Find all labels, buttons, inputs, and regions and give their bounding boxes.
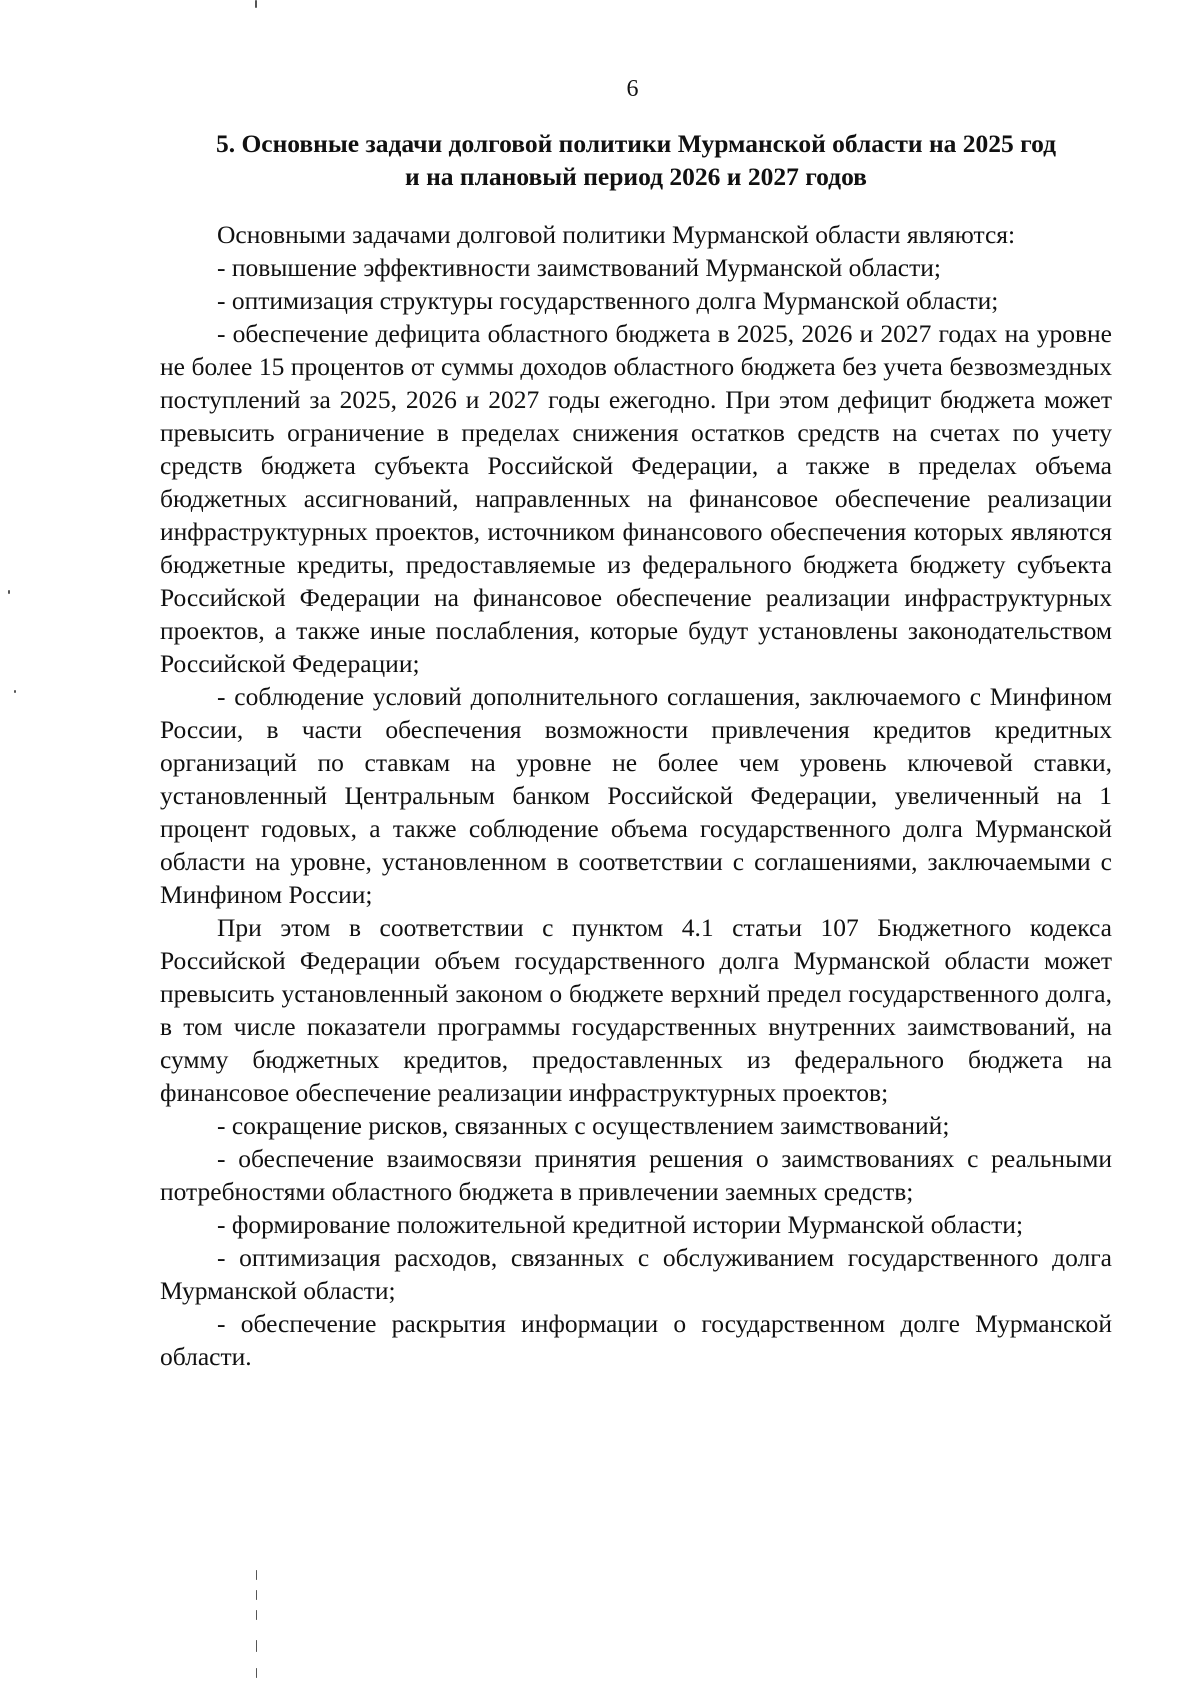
list-item-risk-reduction: - сокращение рисков, связанных с осуществлением заимствований; (217, 1111, 950, 1140)
list-item-credit-history: - формирование положительной кредитной истории Мурманской области; (217, 1210, 1024, 1239)
list-item-borrowing-needs: - обеспечение взаимосвязи принятия решения о заимствованиях с реальными потребностями областного бюджета в привлечении заемных средств; (160, 1144, 1112, 1206)
list-item-agreement-compliance: - соблюдение условий дополнительного соглашения, заключаемого с Минфином России, в части обеспечения возможности привлечения кредитов кредитных организаций по ставкам на уровне не более чем уровень ключевой ставки, установленный Центральным банком Российской Федерации, увеличенный на 1 процент годовых, а также соблюдение объема государственного долга Мурманской области на уровне, установленном в соответствии с соглашениями, заключаемыми с Минфином России; (160, 682, 1112, 909)
page-number: 6 (626, 76, 639, 102)
section-heading (160, 127, 1112, 193)
scan-artifact-bottom-3 (256, 1610, 257, 1620)
section-heading-line-1: 5. Основные задачи долговой политики Мурманской области на 2025 год (215, 129, 1057, 158)
scan-artifact-top (255, 0, 257, 8)
list-item-debt-structure: - оптимизация структуры государственного долга Мурманской области; (217, 286, 999, 315)
scan-artifact-left-2 (14, 690, 16, 693)
list-item-debt-service-costs: - оптимизация расходов, связанных с обслуживанием государственного долга Мурманской области; (160, 1243, 1112, 1305)
paragraph-intro: Основными задачами долговой политики Мурманской области являются: (217, 220, 1016, 249)
scan-artifact-bottom-2 (256, 1590, 257, 1600)
scan-artifact-left-1 (8, 590, 10, 594)
scan-artifact-bottom-4 (256, 1640, 257, 1652)
section-heading-line-2: и на плановый период 2026 и 2027 годов (405, 162, 867, 191)
paragraph-budget-code: При этом в соответствии с пунктом 4.1 статьи 107 Бюджетного кодекса Российской Федерации объем государственного долга Мурманской области может превысить установленный законом о бюджете верхний предел государственного долга, в том числе показатели программы государственных внутренних заимствований, на сумму бюджетных кредитов, предоставленных из федерального бюджета на финансовое обеспечение реализации инфраструктурных проектов; (160, 913, 1112, 1107)
body-text (160, 218, 1112, 1373)
list-item-budget-deficit: - обеспечение дефицита областного бюджета в 2025, 2026 и 2027 годах на уровне не более 15 процентов от суммы доходов областного бюджета без учета безвозмездных поступлений за 2025, 2026 и 2027 годы ежегодно. При этом дефицит бюджета может превысить ограничение в пределах снижения остатков средств на счетах по учету средств бюджета субъекта Российской Федерации, а также в пределах объема бюджетных ассигнований, направленных на финансовое обеспечение реализации инфраструктурных проектов, источником финансового обеспечения которых являются бюджетные кредиты, предоставляемые из федерального бюджета бюджету субъекта Российской Федерации на финансовое обеспечение реализации инфраструктурных проектов, а также иные послабления, которые будут установлены законодательством Российской Федерации; (160, 319, 1112, 678)
list-item-borrowing-efficiency: - повышение эффективности заимствований Мурманской области; (217, 253, 941, 282)
scan-artifact-bottom-1 (256, 1570, 257, 1580)
scan-artifact-bottom-5 (256, 1668, 257, 1678)
list-item-disclosure: - обеспечение раскрытия информации о государственном долге Мурманской области. (160, 1309, 1112, 1371)
